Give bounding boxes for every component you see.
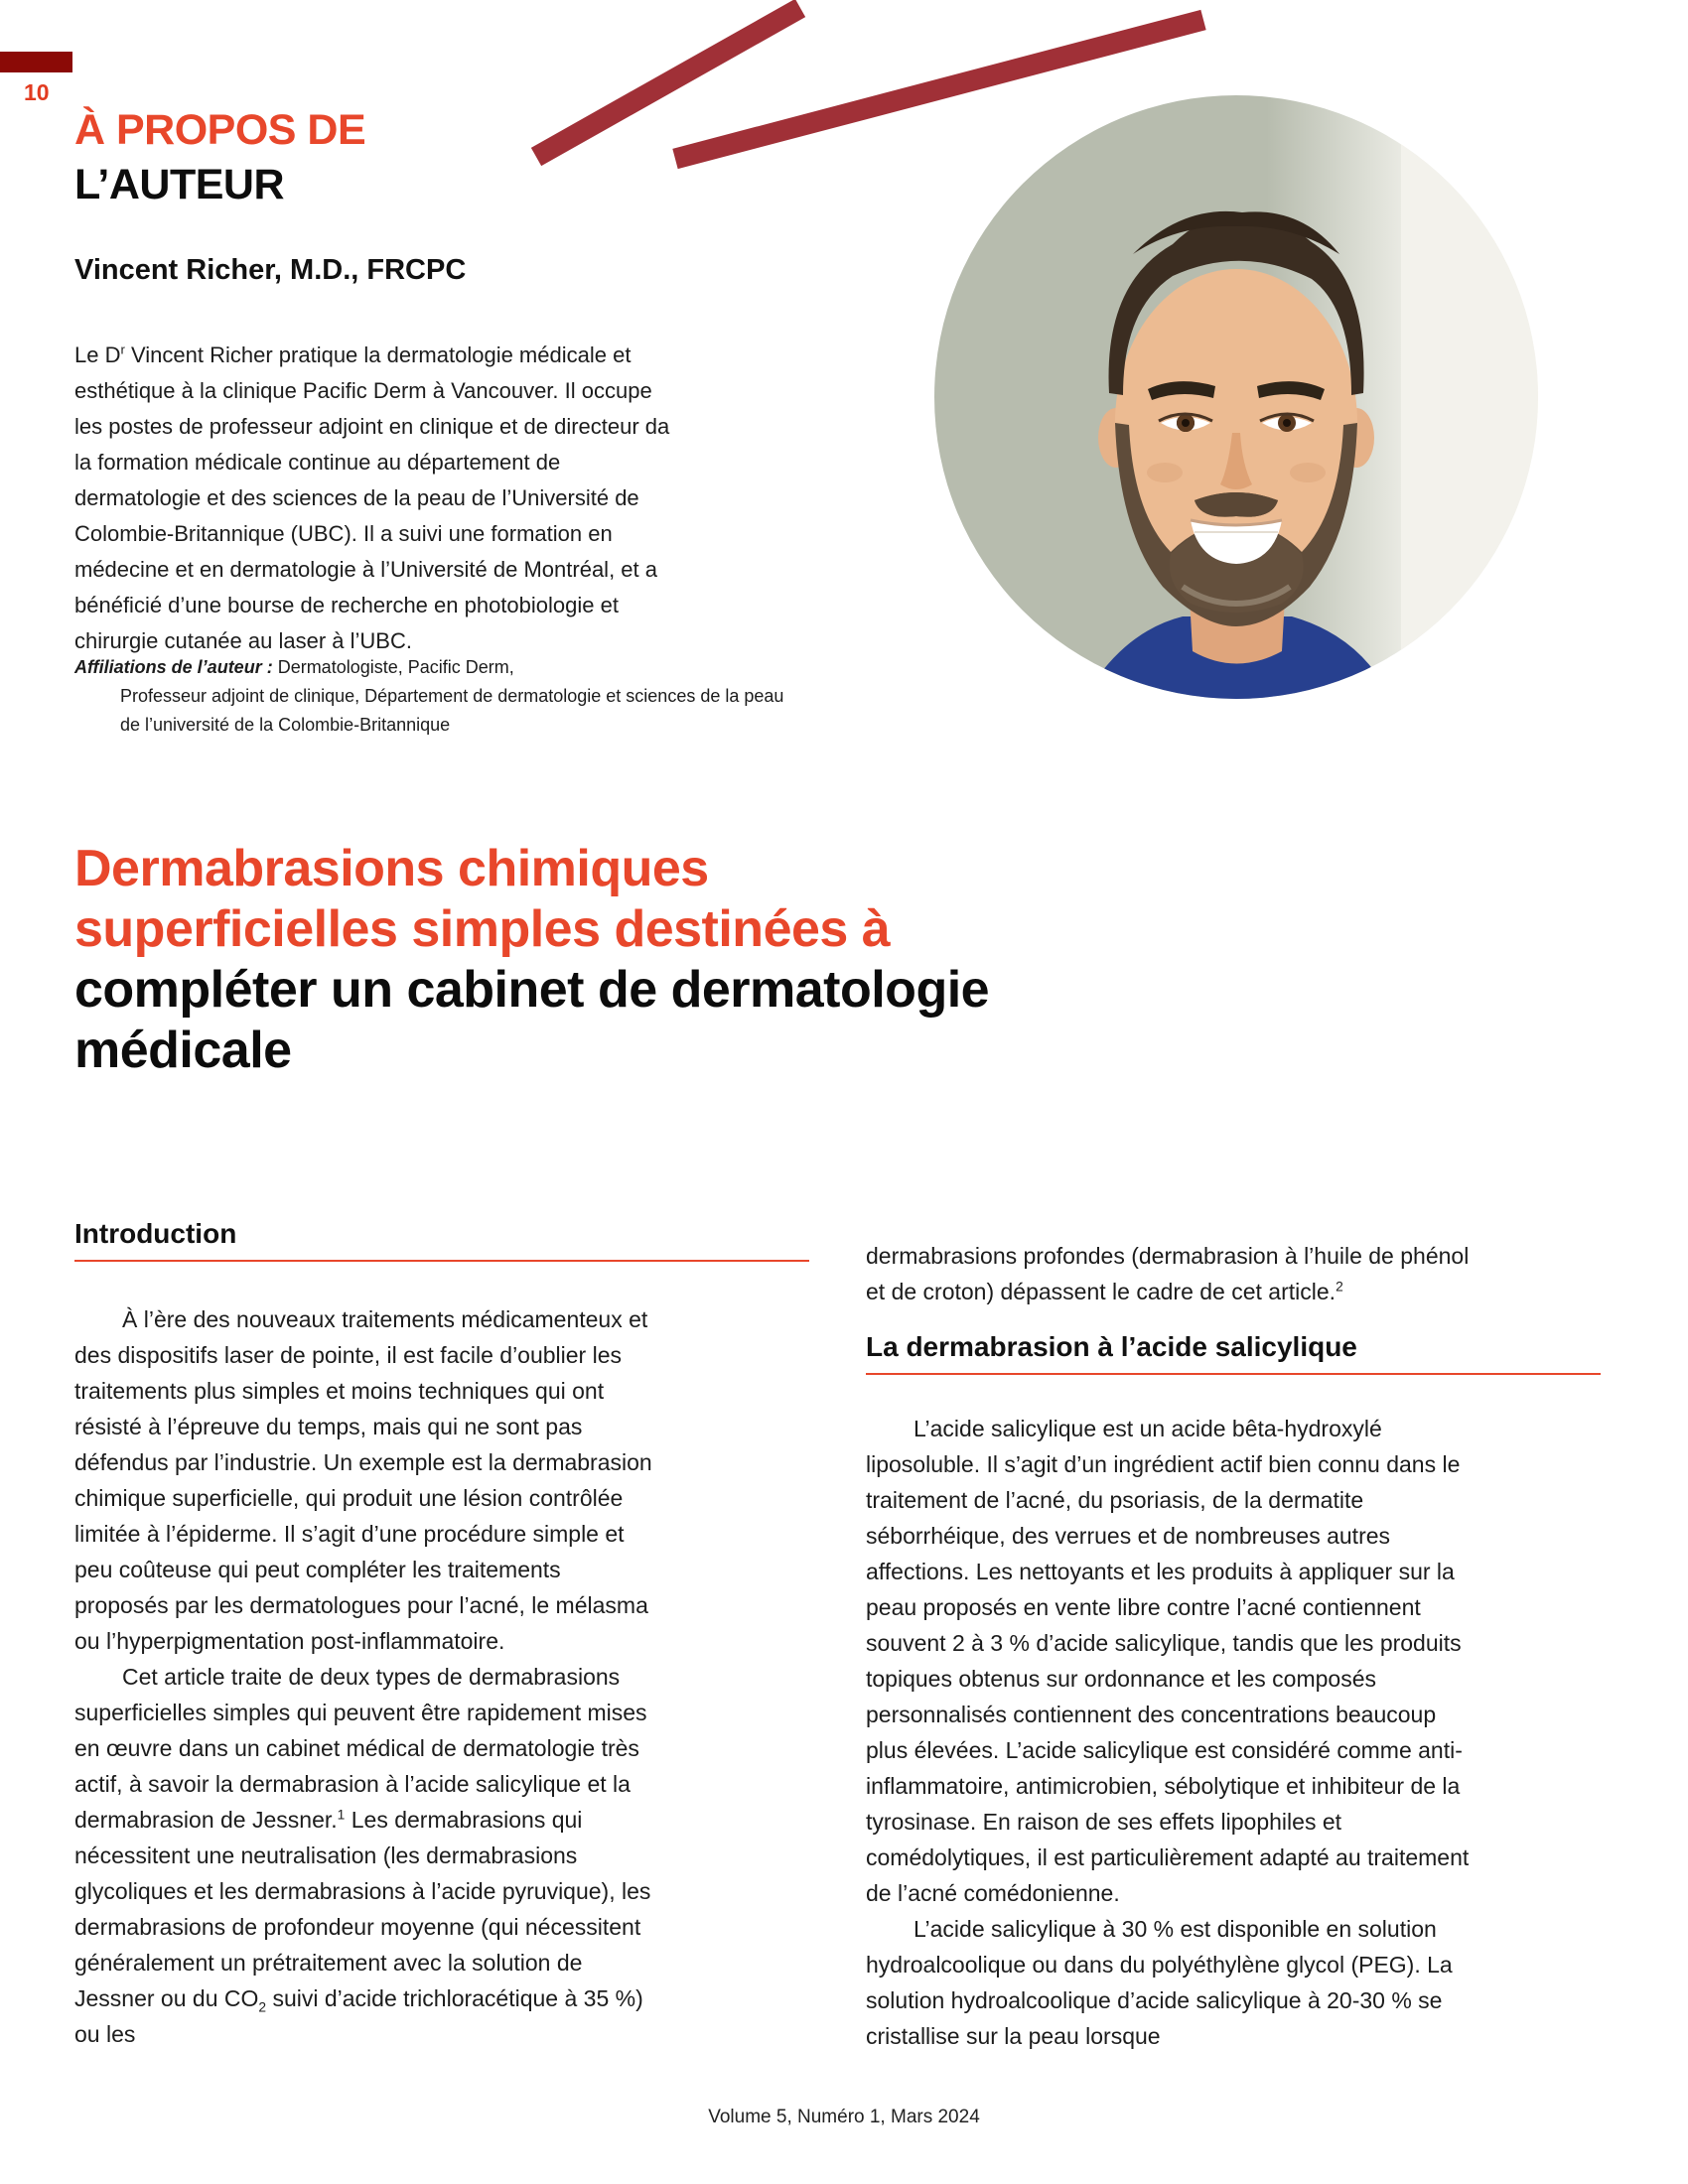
affiliations-line2: Professeur adjoint de clinique, Département de dermatologie et sciences de la peau: [120, 686, 784, 706]
affiliations-line1-text: Dermatologiste, Pacific Derm,: [272, 657, 514, 677]
affiliations-line3: de l’université de la Colombie-Britannique: [120, 715, 451, 735]
continuation-paragraph: [866, 1238, 1472, 1309]
page-footer: Volume 5, Numéro 1, Mars 2024: [708, 2107, 980, 2127]
article-title: [74, 839, 989, 1081]
author-photo: [934, 95, 1538, 699]
article-title-line3: compléter un cabinet de dermatologie: [74, 961, 990, 1019]
article-title-line4: médicale: [74, 1022, 292, 1079]
corner-mark: [0, 52, 72, 72]
footnote-ref-2: 2: [1336, 1279, 1343, 1295]
bio-superscript: r: [120, 341, 125, 357]
intro-paragraph-2: [74, 1659, 655, 2052]
intro-paragraph-1: À l’ère des nouveaux traitements médicamenteux et des dispositifs laser de pointe, il est facile d’oublier les traitements plus simples et moins techniques qui ont résisté à l’épreuve du temps, mais qui ne sont pas défendus par l’industrie. Un exemple est la dermabrasion chimique superficielle, qui produit une lésion contrôlée limitée à l’épiderme. Il s’agit d’une procédure simple et peu coûteuse qui peut compléter les traitements proposés par les dermatologues pour l’acné, le mélasma ou l’hyperpigmentation post-inflammatoire.: [74, 1306, 652, 1654]
column-left: [74, 1218, 809, 2052]
article-title-line2: superficielles simples destinées à: [74, 900, 891, 958]
salicylic-paragraph-1: L’acide salicylique est un acide bêta-hydroxylé liposoluble. Il s’agit d’un ingrédient actif bien connu dans le traitement de l’acné, du psoriasis, de la dermatite séborrhéique, des verrues et de nombreuses autres affections. Les nettoyants et les produits à appliquer sur la peau proposés en vente libre contre l’acné contiennent souvent 2 à 3 % d’acide salicylique, tandis que les produits topiques obtenus sur ordonnance et les composés personnalisés contiennent des concentrations beaucoup plus élevées. L’acide salicylique est considéré comme anti-inflammatoire, antimicrobien, sébolytique et inhibiteur de la tyrosinase. En raison de ses effets lipophiles et comédolytiques, il est particulièrement adapté au traitement de l’acné comédonienne.: [866, 1416, 1470, 1906]
page-number: 10: [24, 79, 50, 105]
intro-paragraph-2-text-a: Cet article traite de deux types de dermabrasions superficielles simples qui peuvent être rapidement mises en œuvre dans un cabinet médical de dermatologie très actif, à savoir la dermabrasion à l’acide salicylique et la dermabrasion de Jessner.: [74, 1664, 647, 1833]
co2-subscript: 2: [258, 1999, 267, 2015]
affiliations-line1: [74, 653, 789, 682]
author-name: Vincent Richer, M.D., FRCPC: [74, 254, 467, 286]
article-title-line1: Dermabrasions chimiques: [74, 840, 709, 897]
salicylic-paragraph-2: L’acide salicylique à 30 % est disponible en solution hydroalcoolique ou dans du polyéthylène glycol (PEG). La solution hydroalcoolique d’acide salicylique à 20-30 % se cristallise sur la peau lorsque: [866, 1916, 1453, 2049]
bio-prefix: Le D: [74, 342, 121, 367]
bio-text: Vincent Richer pratique la dermatologie médicale et esthétique à la clinique Pacific Derm à Vancouver. Il occupe les postes de professeur adjoint en clinique et de directeur da la formation médicale continue au département de dermatologie et des sciences de la peau de l’Université de Colombie-Britannique (UBC). Il a suivi une formation en médecine et en dermatologie à l’Université de Montréal, et a bénéficié d’une bourse de recherche en photobiologie et chirurgie cutanée au laser à l’UBC.: [74, 342, 670, 653]
intro-paragraph-2-text-c: suivi d’acide trichloracétique à 35 %) ou les: [74, 1985, 643, 2047]
intro-paragraph-2-text-b: Les dermabrasions qui nécessitent une neutralisation (les dermabrasions glycoliques et les dermabrasions à l’acide pyruvique), les dermabrasions de profondeur moyenne (qui nécessitent généralement un prétraitement avec la solution de Jessner ou du CO: [74, 1807, 651, 2011]
section-heading-introduction: Introduction: [74, 1218, 809, 1262]
footnote-ref-1: 1: [337, 1807, 346, 1823]
section-heading-salicylic: La dermabrasion à l’acide salicylique: [866, 1331, 1601, 1375]
about-author-heading-line2: L’AUTEUR: [74, 161, 284, 208]
about-author-heading: [74, 103, 365, 212]
author-affiliations: [74, 653, 789, 740]
author-bio: [74, 338, 670, 659]
continuation-text: dermabrasions profondes (dermabrasion à l’huile de phénol et de croton) dépassent le cadre de cet article.: [866, 1243, 1470, 1304]
about-author-heading-line1: À PROPOS DE: [74, 106, 366, 154]
column-right: [866, 1238, 1601, 2054]
affiliations-label: Affiliations de l’auteur :: [74, 657, 273, 677]
